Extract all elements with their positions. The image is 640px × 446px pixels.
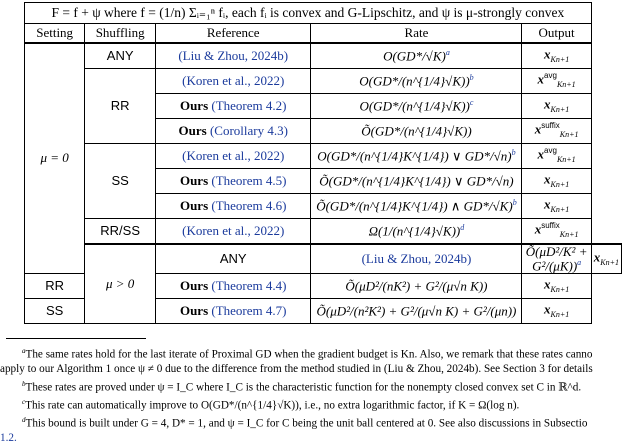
reference-cell[interactable]: Ours (Theorem 4.5)	[156, 169, 311, 194]
rate-cell: O(GD*/(n^{1/4}√K))$^c$	[311, 94, 522, 119]
rate-cell: $O(GD*/√K)^a$	[311, 43, 522, 69]
citation-link[interactable]: (Liu & Zhou, 2024b)	[361, 250, 472, 266]
output-cell: $x_{Kn+1}$	[522, 273, 591, 298]
footnote-a: $^a$The same rates hold for the last iterate of Proximal GD when the gradient budget is Kn. Also, we remark that these rates canno	[22, 347, 593, 361]
output-cell: $x_{Kn+1}$	[591, 244, 621, 273]
footnote-a-cont: apply to our Algorithm 1 once ψ ≠ 0 due to the difference from the method studied in (Liu & Zhou, 2024b). See Section 3 for details	[0, 363, 593, 376]
footnote-b: $^b$These rates are proved under ψ = I_C where I_C is the characteristic function for the nonempty closed convex set C in ℝ^d.	[22, 379, 582, 394]
reference-cell[interactable]	[156, 69, 311, 94]
setting-cell: μ > 0	[85, 244, 156, 323]
reference-cell[interactable]: Ours (Theorem 4.2)	[156, 94, 311, 119]
col-header-reference: Reference	[156, 24, 311, 44]
output-cell: $x_{Kn+1}$	[522, 169, 591, 194]
reference-cell[interactable]: Ours (Theorem 4.6)	[156, 194, 311, 219]
reference-cell[interactable]	[156, 43, 311, 69]
theorem-link[interactable]: (Theorem 4.6)	[211, 198, 287, 214]
table-title: F = f + ψ where f = (1/n) Σᵢ₌₁ⁿ fᵢ, each fᵢ is convex and G-Lipschitz, and ψ is μ-strongly convex	[25, 3, 592, 24]
rate-cell: O(GD*/(n^{1/4}K^{1/4}) ∨ GD*/√n)$^b$	[311, 144, 522, 169]
rate-cell: O(GD*/(n^{1/4}√K))$^b$	[311, 69, 522, 94]
citation-link[interactable]: (Koren et al., 2022)	[182, 148, 285, 164]
shuffling-cell: ANY	[156, 244, 311, 273]
rate-cell: Õ(μD²/(n²K²) + G²/(μ√n K) + G²/(μn))	[311, 298, 522, 323]
theorem-link[interactable]: (Theorem 4.4)	[211, 277, 287, 293]
footnote-d-cont: 1.2.	[0, 432, 17, 445]
shuffling-cell: ANY	[85, 43, 156, 69]
output-cell: $x^{suffix}_{Kn+1}$	[522, 219, 591, 245]
output-cell: $x^{avg}_{Kn+1}$	[522, 69, 591, 94]
reference-cell[interactable]: Ours (Corollary 4.3)	[156, 119, 311, 144]
output-cell: $x^{avg}_{Kn+1}$	[522, 144, 591, 169]
citation-link[interactable]: (Koren et al., 2022)	[182, 223, 285, 239]
shuffling-cell: RR/SS	[85, 219, 156, 245]
output-cell: $x_{Kn+1}$	[522, 298, 591, 323]
theorem-link[interactable]: (Theorem 4.7)	[211, 302, 287, 318]
theorem-link[interactable]: (Theorem 4.2)	[211, 98, 287, 114]
shuffling-cell: SS	[85, 144, 156, 219]
reference-cell[interactable]: Ours (Theorem 4.4)	[156, 273, 311, 298]
footnote-c: $^c$This rate can automatically improve to O(GD*/(n^{1/4}√K)), i.e., no extra logarithmic factor, if K = Ω(log n).	[22, 397, 520, 412]
output-cell: $x_{Kn+1}$	[522, 194, 591, 219]
rate-cell: Õ(GD*/(n^{1/4}√K))	[311, 119, 522, 144]
citation-link[interactable]: (Koren et al., 2022)	[182, 73, 285, 89]
rate-cell: Õ(μD²/(nK²) + G²/(μ√n K))	[311, 273, 522, 298]
results-table	[24, 2, 622, 324]
col-header-rate: Rate	[311, 24, 522, 44]
citation-link[interactable]: (Liu & Zhou, 2024b)	[178, 48, 289, 64]
shuffling-cell: RR	[85, 69, 156, 144]
rate-cell: Õ(GD*/(n^{1/4}K^{1/4}) ∨ GD*/√n)	[311, 169, 522, 194]
reference-cell[interactable]	[156, 219, 311, 245]
reference-cell[interactable]	[156, 144, 311, 169]
rate-cell: Õ(μD²/K² + G²/(μK))$^a$	[522, 244, 591, 273]
col-header-output: Output	[522, 24, 591, 44]
rate-cell: Ω(1/(n^{1/4}√K))$^d$	[311, 219, 522, 245]
reference-cell[interactable]	[311, 244, 522, 273]
corollary-link[interactable]: (Corollary 4.3)	[209, 123, 288, 139]
footnotes	[0, 344, 640, 446]
output-cell: $x_{Kn+1}$	[522, 94, 591, 119]
col-header-shuffling: Shuffling	[85, 24, 156, 44]
reference-cell[interactable]: Ours (Theorem 4.7)	[156, 298, 311, 323]
rate-cell: Õ(GD*/(n^{1/4}K^{1/4}) ∧ GD*/√K)$^b$	[311, 194, 522, 219]
theorem-link[interactable]: (Theorem 4.5)	[211, 173, 287, 189]
footnote-rule	[6, 338, 146, 339]
shuffling-cell: RR	[25, 273, 85, 298]
setting-cell: μ = 0	[25, 43, 85, 273]
shuffling-cell: SS	[25, 298, 85, 323]
footnote-d: $^d$This bound is built under G = 4, D* = 1, and ψ = I_C for C being the unit ball centered at 0. See also discussions in Subsectio	[22, 416, 588, 430]
output-cell: $x_{Kn+1}$	[522, 43, 591, 69]
col-header-setting: Setting	[25, 24, 85, 44]
output-cell: $x^{suffix}_{Kn+1}$	[522, 119, 591, 144]
